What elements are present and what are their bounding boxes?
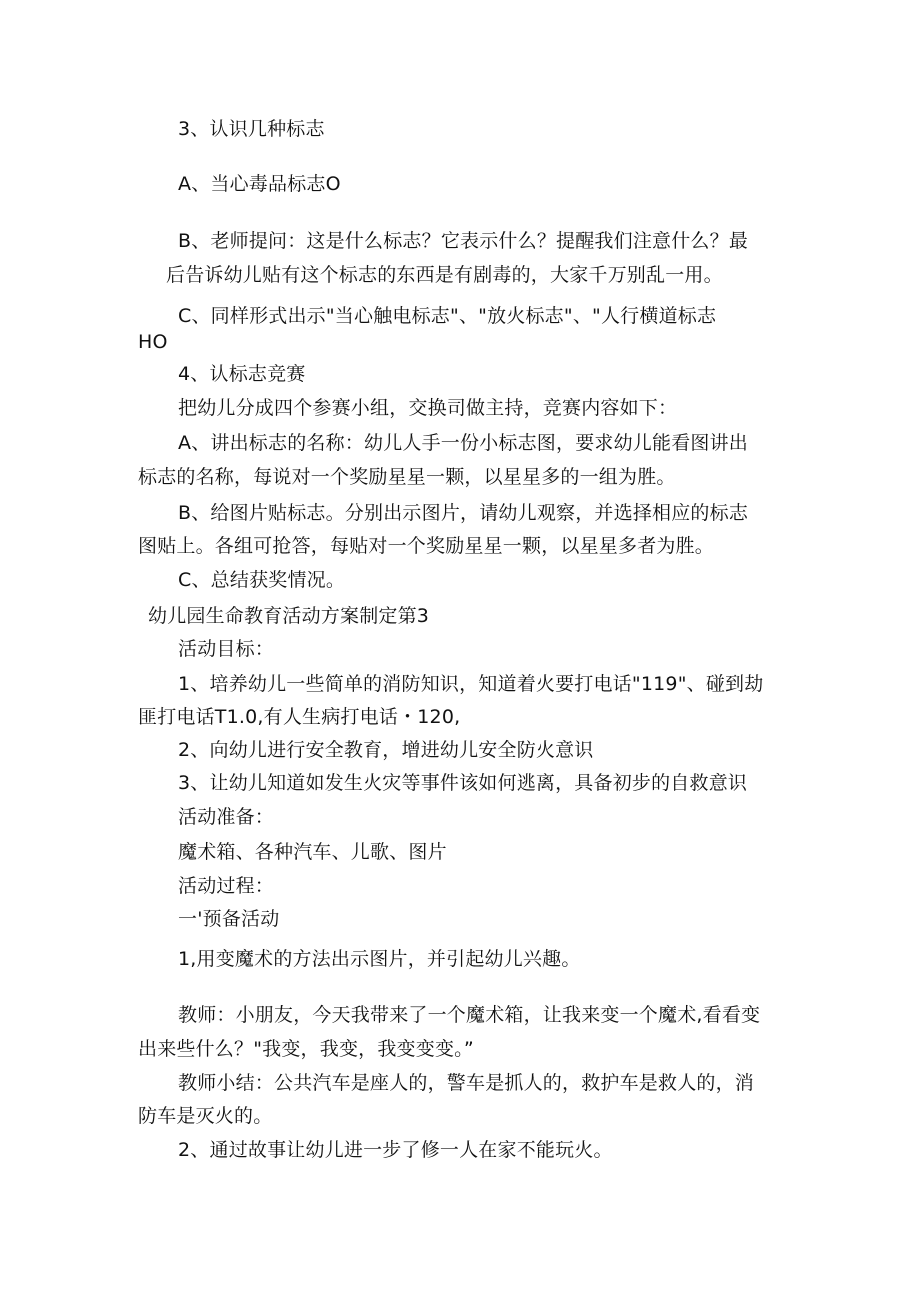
text-line: A、讲出标志的名称：幼儿人手一份小标志图，要求幼儿能看图讲出	[178, 432, 748, 454]
section-heading: 幼儿园生命教育活动方案制定第3	[148, 605, 430, 627]
text-line: 一'预备活动	[178, 908, 280, 930]
text-line: 4、认标志竞赛	[178, 363, 306, 385]
text-line: 魔术箱、各种汽车、儿歌、图片	[178, 841, 447, 863]
text-line: 匪打电话T1.0,有人生病打电话・120,	[138, 706, 461, 728]
text-line: 3、让幼儿知道如发生火灾等事件该如何逃离，具备初步的自救意识	[178, 772, 748, 794]
text-line: 出来些什么？"我变，我变，我变变变。”	[138, 1038, 474, 1060]
text-line: B、老师提问：这是什么标志？它表示什么？提醒我们注意什么？最	[178, 230, 749, 252]
text-line: 后告诉幼儿贴有这个标志的东西是有剧毒的，大家千万别乱一用。	[166, 264, 723, 286]
text-line: 教师小结：公共汽车是座人的，警车是抓人的，救护车是救人的，消	[178, 1072, 755, 1094]
text-line: 活动目标：	[178, 638, 275, 660]
text-line: 1,用变魔术的方法出示图片，并引起幼儿兴趣。	[178, 948, 581, 970]
text-line: 2、通过故事让幼儿进一步了修一人在家不能玩火。	[178, 1139, 613, 1161]
text-line: 2、向幼儿进行安全教育，增进幼儿安全防火意识	[178, 739, 594, 761]
text-line: 图贴上。各组可抢答，每贴对一个奖励星星一颗，以星星多者为胜。	[138, 535, 715, 557]
text-line: 1、培养幼儿一些简单的消防知识，知道着火要打电话"119"、碰到劫	[178, 673, 764, 695]
text-line: 把幼儿分成四个参赛小组，交换司做主持，竞赛内容如下：	[178, 397, 678, 419]
text-line: 活动过程：	[178, 875, 275, 897]
text-line: A、当心毒品标志O	[178, 173, 341, 195]
text-line: 防车是灭火的。	[138, 1105, 273, 1127]
text-line: B、给图片贴标志。分别出示图片，请幼儿观察，并选择相应的标志	[178, 502, 749, 524]
text-line: 标志的名称，每说对一个奖励星星一颗，以星星多的一组为胜。	[138, 466, 676, 488]
text-line: HO	[138, 331, 168, 353]
text-line: C、同样形式出示"当心触电标志"、"放火标志"、"人行横道标志	[178, 305, 717, 327]
text-line: C、总结获奖情况。	[178, 569, 346, 591]
text-line: 教师：小朋友，今天我带来了一个魔术箱，让我来变一个魔术,看看变	[178, 1004, 761, 1026]
text-line: 活动准备：	[178, 806, 275, 828]
text-line: 3、认识几种标志	[178, 118, 325, 140]
